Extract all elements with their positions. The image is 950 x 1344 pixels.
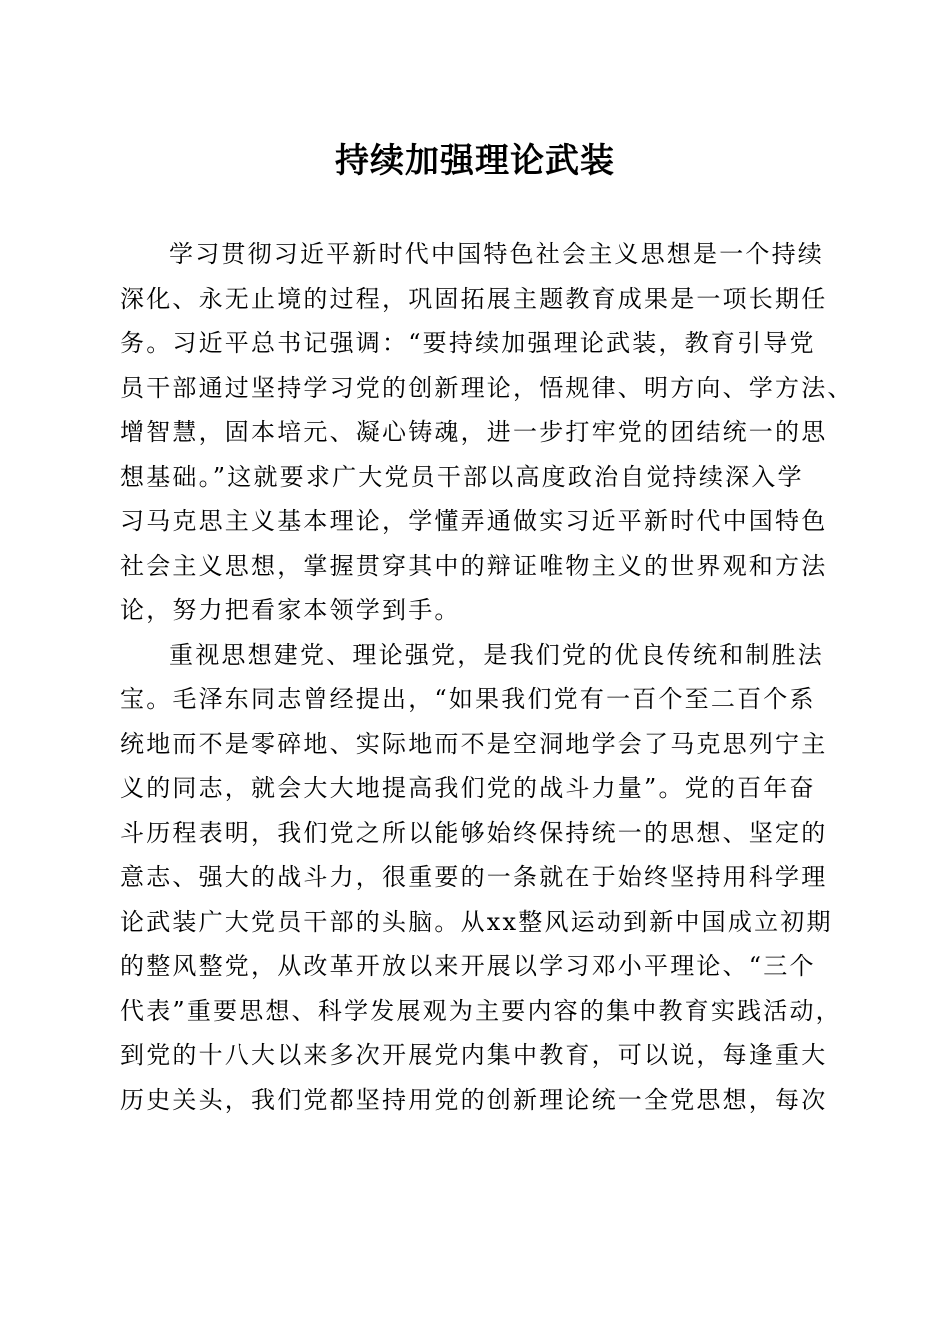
paragraph-1 xyxy=(120,232,854,633)
text-line: 深化、永无止境的过程，巩固拓展主题教育成果是一项长期任 xyxy=(120,284,828,313)
text-line: 务。习近平总书记强调：“要持续加强理论武装，教育引导党 xyxy=(120,329,816,357)
text-line: 习马克思主义基本理论，学懂弄通做实习近平新时代中国特色 xyxy=(120,507,828,535)
text-line: 意志、强大的战斗力，很重要的一条就在于始终坚持用科学理 xyxy=(120,863,828,891)
text-line: 的整风整党，从改革开放以来开展以学习邓小平理论、“三个 xyxy=(120,952,816,980)
text-line: 重视思想建党、理论强党，是我们党的优良传统和制胜法 xyxy=(169,640,824,669)
text-line: 员干部通过坚持学习党的创新理论，悟规律、明方向、学方法、 xyxy=(120,373,854,402)
paragraph-2 xyxy=(120,633,840,1123)
text-line: 社会主义思想，掌握贯穿其中的辩证唯物主义的世界观和方法 xyxy=(120,551,828,580)
document-title: 持续加强理论武装 xyxy=(335,141,615,181)
text-line: 论武装广大党员干部的头脑。从xx整风运动到新中国成立初期 xyxy=(120,907,833,936)
text-line: 想基础。”这就要求广大党员干部以高度政治自觉持续深入学 xyxy=(120,462,804,491)
text-line: 斗历程表明，我们党之所以能够始终保持统一的思想、坚定的 xyxy=(120,818,828,847)
text-line: 到党的十八大以来多次开展党内集中教育，可以说，每逢重大 xyxy=(120,1041,828,1069)
text-line: 增智慧，固本培元、凝心铸魂，进一步打牢党的团结统一的思 xyxy=(120,418,828,446)
text-line: 统地而不是零碎地、实际地而不是空洞地学会了马克思列宁主 xyxy=(120,729,828,758)
text-line: 代表”重要思想、科学发展观为主要内容的集中教育实践活动， xyxy=(120,996,842,1025)
text-line: 论，努力把看家本领学到手。 xyxy=(120,596,461,624)
text-line: 义的同志，就会大大地提高我们党的战斗力量”。党的百年奋 xyxy=(120,774,816,802)
text-line: 学习贯彻习近平新时代中国特色社会主义思想是一个持续 xyxy=(169,240,824,268)
text-line: 历史关头，我们党都坚持用党的创新理论统一全党思想，每次 xyxy=(120,1085,828,1114)
document-body xyxy=(120,232,854,1122)
text-line: 宝。毛泽东同志曾经提出，“如果我们党有一百个至二百个系 xyxy=(120,685,816,713)
